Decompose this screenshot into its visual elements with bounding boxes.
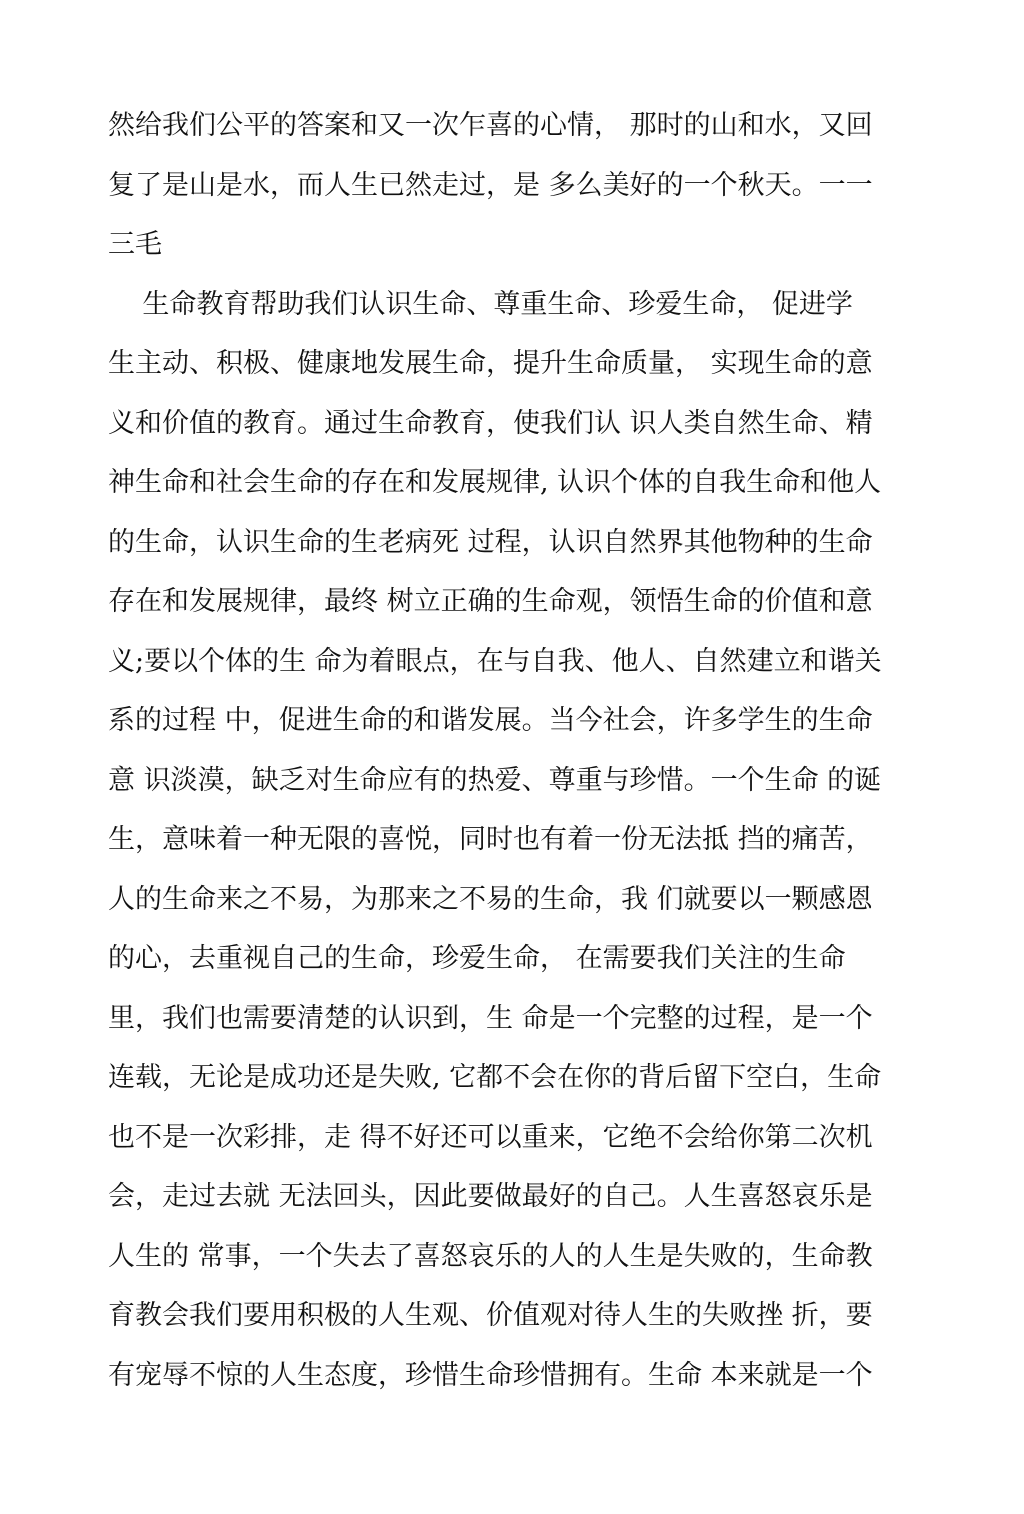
text-line: 也不是一次彩排，走 得不好还可以重来，它绝不会给你第二次机: [108, 1121, 873, 1153]
text-line: 生，意味着一种无限的喜悦，同时也有着一份无法抵 挡的痛苦，: [108, 824, 873, 855]
text-line: 人生的 常事，一个失去了喜怒哀乐的人的人生是失败的，生命教: [108, 1240, 873, 1272]
text-line: 育教会我们要用积极的人生观、价值观对待人生的失败挫 折，要: [108, 1300, 873, 1331]
text-line: 系的过程 中，促进生命的和谐发展。当今社会，许多学生的生命: [108, 705, 873, 736]
text-line: 里，我们也需要清楚的认识到，生 命是一个完整的过程，是一个: [108, 1002, 873, 1034]
text-line: 会，走过去就 无法回头，因此要做最好的自己。人生喜怒哀乐是: [108, 1181, 873, 1212]
text-line: 的心，去重视自己的生命，珍爱生命， 在需要我们关注的生命: [108, 943, 846, 974]
text-line: 义;要以个体的生 命为着眼点，在与自我、他人、自然建立和谐关: [108, 645, 882, 677]
text-line: 然给我们公平的答案和又一次乍喜的心情， 那时的山和水，又回: [108, 110, 873, 141]
text-line: 三毛: [108, 229, 162, 260]
body-text: [108, 96, 920, 1405]
text-line: 有宠辱不惊的人生态度，珍惜生命珍惜拥有。生命 本来就是一个: [108, 1359, 873, 1391]
text-line: 意 识淡漠，缺乏对生命应有的热爱、尊重与珍惜。一个生命 的诞: [108, 764, 882, 796]
text-line: 的生命，认识生命的生老病死 过程，认识自然界其他物种的生命: [108, 526, 873, 558]
text-line: 人的生命来之不易，为那来之不易的生命，我 们就要以一颗感恩: [108, 883, 873, 915]
text-line: 生主动、积极、健康地发展生命，提升生命质量， 实现生命的意: [108, 348, 873, 379]
text-line: 神生命和社会生命的存在和发展规律, 认识个体的自我生命和他人: [108, 467, 882, 498]
text-line: 复了是山是水，而人生已然走过，是 多么美好的一个秋天。一一: [108, 169, 873, 201]
text-line: 义和价值的教育。通过生命教育，使我们认 识人类自然生命、精: [108, 407, 873, 439]
text-line: 连载，无论是成功还是失败, 它都不会在你的背后留下空白，生命: [108, 1062, 882, 1093]
text-line: 存在和发展规律，最终 树立正确的生命观，领悟生命的价值和意: [108, 586, 873, 617]
text-line: 生命教育帮助我们认识生命、尊重生命、珍爱生命， 促进学: [108, 288, 853, 320]
